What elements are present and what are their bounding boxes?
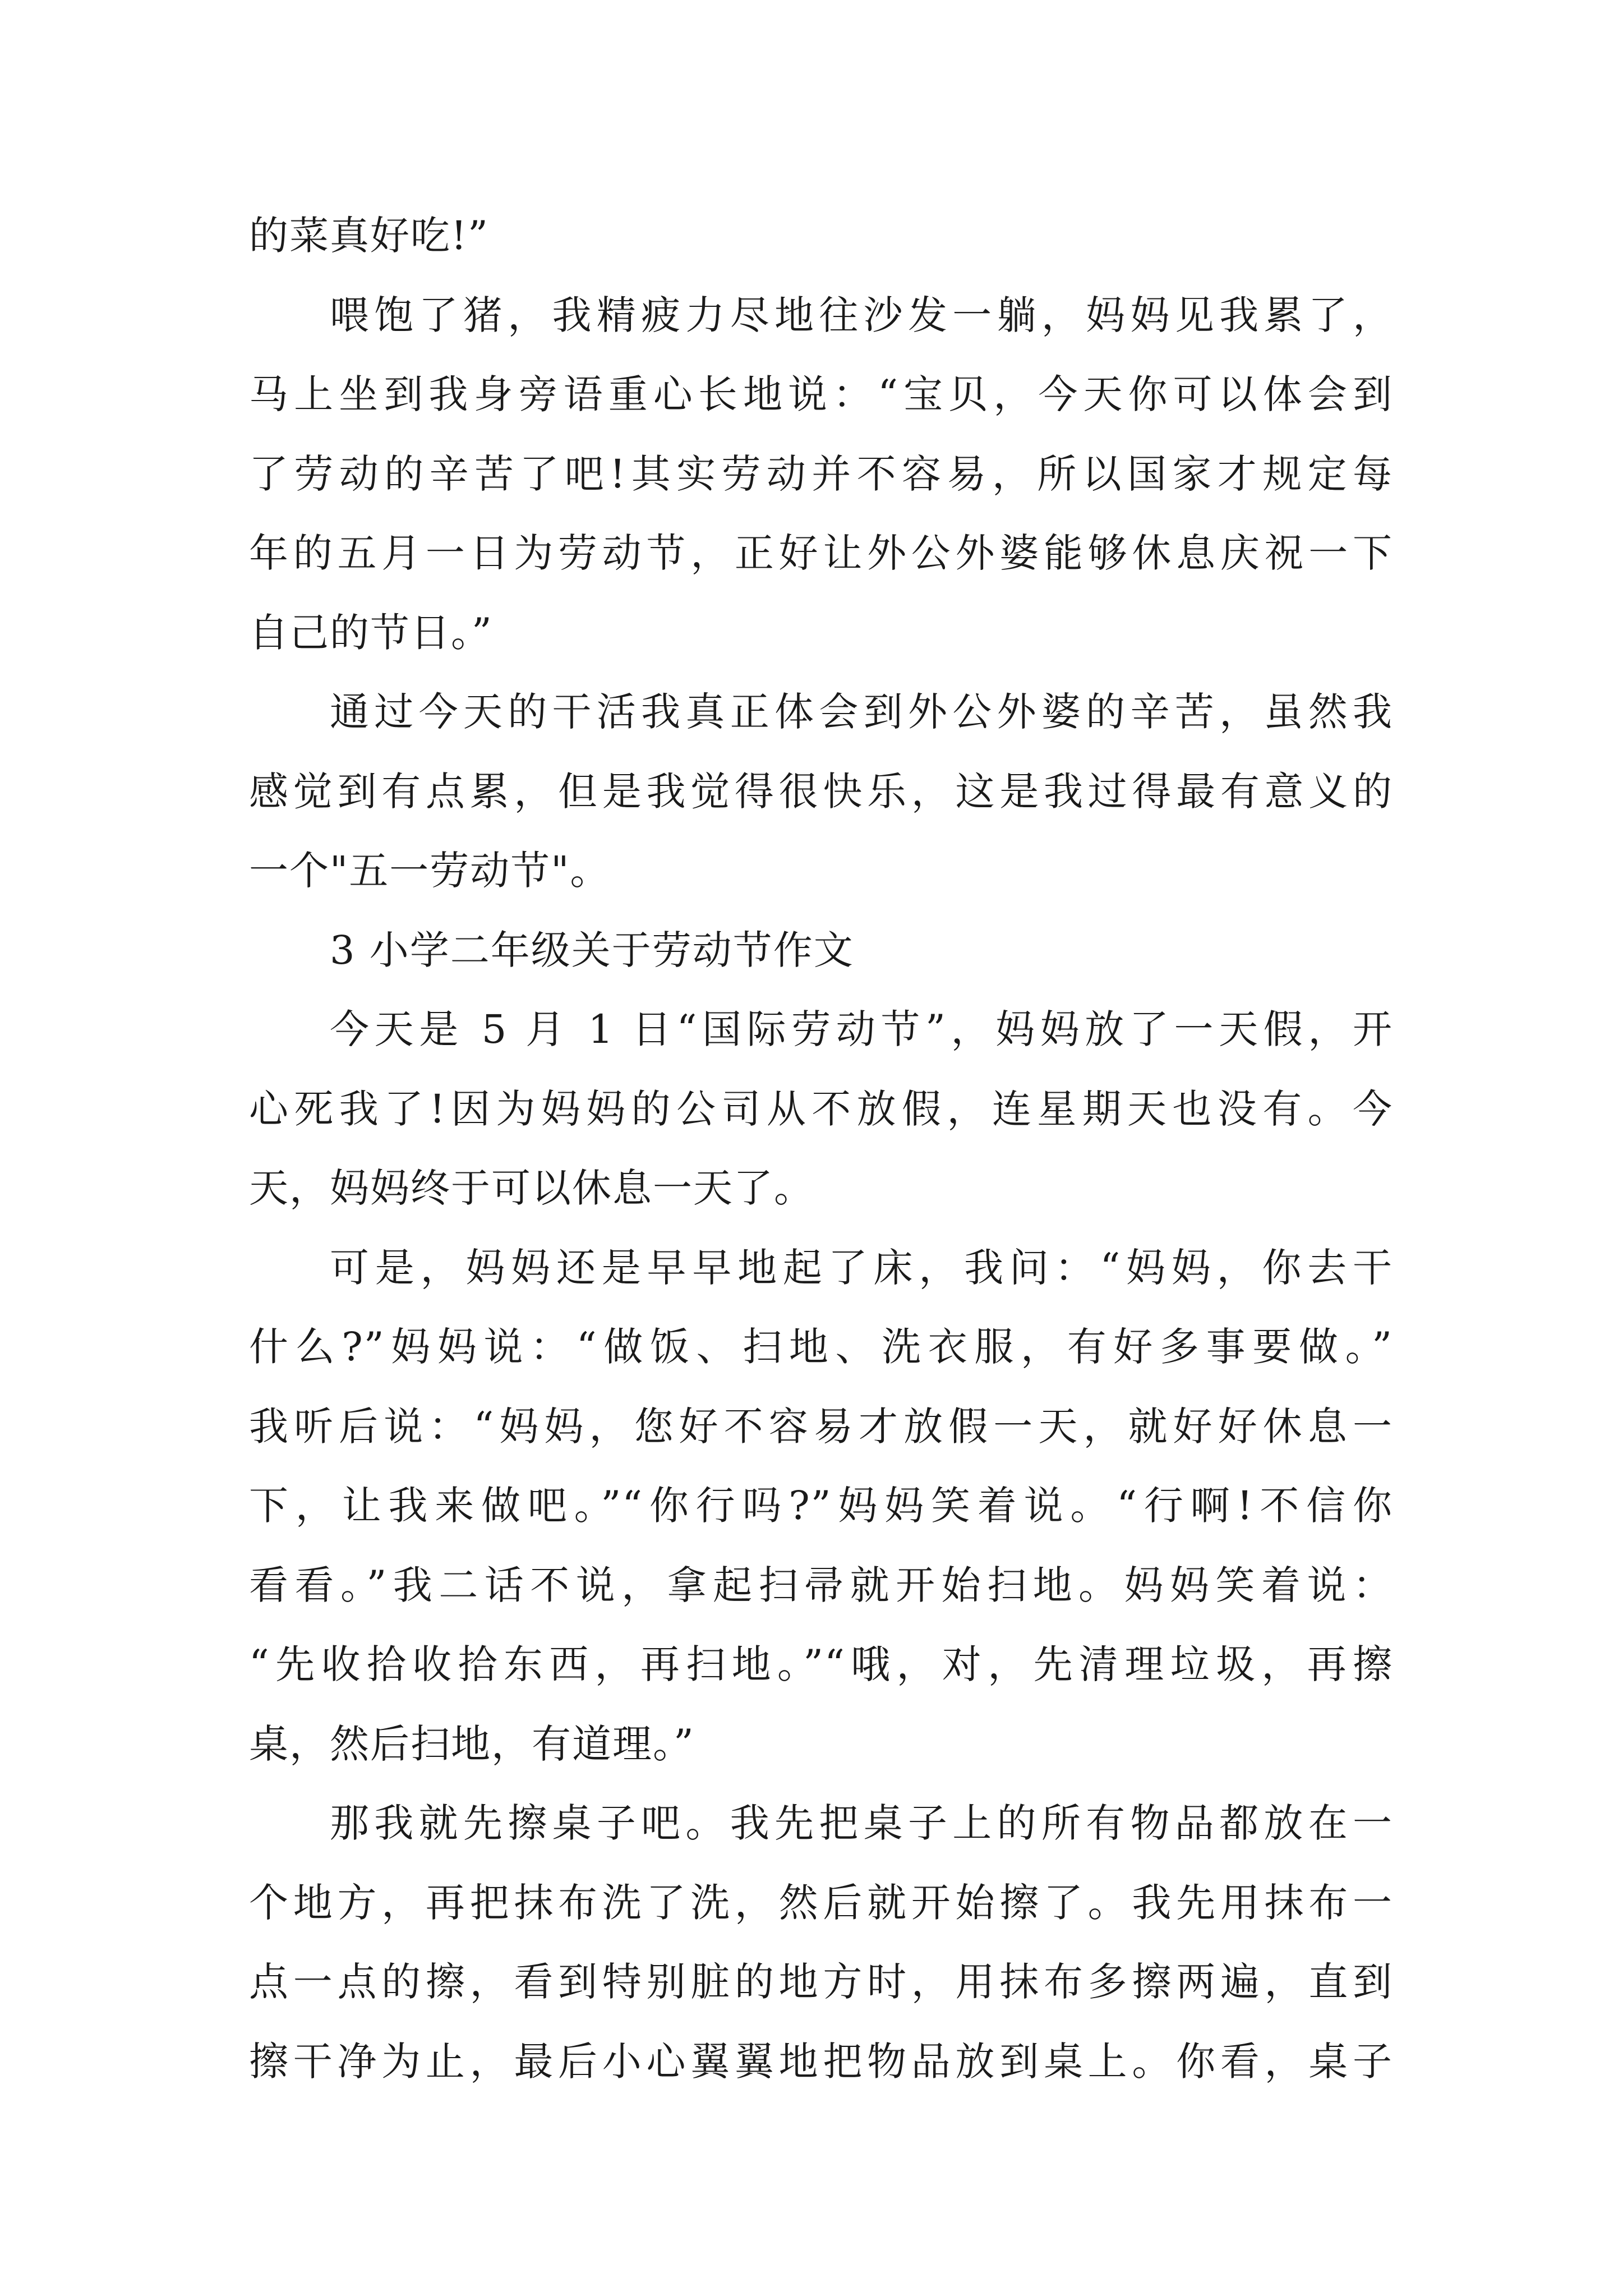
- text-line: 可是，妈妈还是早早地起了床，我问：“妈妈，你去干: [330, 1245, 1393, 1291]
- text-line: 我听后说：“妈妈，您好不容易才放假一天，就好好休息一: [249, 1404, 1393, 1450]
- text-line: 看看。”我二话不说，拿起扫帚就开始扫地。妈妈笑着说：: [249, 1562, 1393, 1608]
- text-line: 自己的节日。”: [249, 610, 493, 656]
- text-line: 桌，然后扫地，有道理。”: [249, 1721, 695, 1767]
- text-line: “先收拾收拾东西，再扫地。”“哦，对，先清理垃圾，再擦: [249, 1641, 1393, 1687]
- text-line: 年的五月一日为劳动节，正好让外公外婆能够休息庆祝一下: [249, 530, 1393, 576]
- text-line: 一个"五一劳动节"。: [249, 848, 611, 894]
- text-line: 天，妈妈终于可以休息一天了。: [249, 1165, 814, 1211]
- text-line: 了劳动的辛苦了吧!其实劳动并不容易，所以国家才规定每: [249, 451, 1393, 497]
- text-line: 喂饱了猪，我精疲力尽地往沙发一躺，妈妈见我累了，: [330, 292, 1393, 338]
- section-heading: 3 小学二年级关于劳动节作文: [330, 927, 854, 973]
- text-line: 擦干净为止，最后小心翼翼地把物品放到桌上。你看，桌子: [249, 2039, 1393, 2085]
- text-line: 通过今天的干活我真正体会到外公外婆的辛苦，虽然我: [330, 689, 1393, 735]
- text-line: 心死我了!因为妈妈的公司从不放假，连星期天也没有。今: [249, 1086, 1393, 1132]
- text-line: 的菜真好吃!”: [249, 213, 489, 259]
- text-line: 今天是 5 月 1 日“国际劳动节”，妈妈放了一天假，开: [330, 1006, 1393, 1052]
- text-line: 点一点的擦，看到特别脏的地方时，用抹布多擦两遍，直到: [249, 1959, 1393, 2005]
- text-line: 感觉到有点累，但是我觉得很快乐，这是我过得最有意义的: [249, 769, 1393, 815]
- text-line: 什么?”妈妈说：“做饭、扫地、洗衣服，有好多事要做。”: [249, 1324, 1393, 1370]
- text-line: 个地方，再把抹布洗了洗，然后就开始擦了。我先用抹布一: [249, 1880, 1393, 1926]
- text-line: 那我就先擦桌子吧。我先把桌子上的所有物品都放在一: [330, 1800, 1393, 1846]
- text-line: 马上坐到我身旁语重心长地说：“宝贝，今天你可以体会到: [249, 371, 1393, 417]
- text-line: 下，让我来做吧。”“你行吗?”妈妈笑着说。“行啊!不信你: [249, 1483, 1393, 1529]
